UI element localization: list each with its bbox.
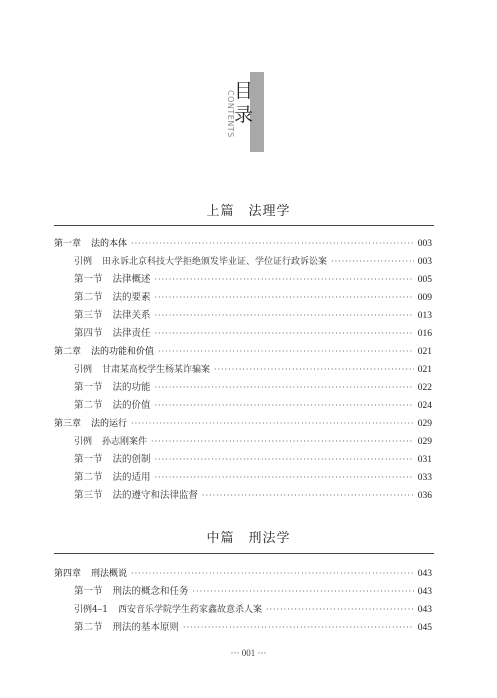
toc-entry-case[interactable] (54, 433, 432, 451)
toc-entry-chapter[interactable] (54, 415, 432, 433)
dot-leader (131, 565, 414, 583)
toc-entry-title: 法的功能 (112, 382, 151, 393)
toc-entry-page: 043 (417, 605, 432, 615)
dot-leader (214, 361, 414, 379)
dot-leader (155, 325, 414, 343)
toc-entry-page: 029 (417, 437, 432, 447)
toc-entry-sub[interactable] (54, 289, 432, 307)
toc-entry-number: 第四章 (54, 569, 82, 579)
toc-entry-sub[interactable] (54, 325, 432, 343)
toc-entry-title: 西安音乐学院学生药家鑫故意杀人案 (117, 605, 262, 615)
toc-entry-number: 第一节 (74, 586, 103, 597)
dot-leader (131, 415, 414, 433)
toc-entry-title: 法律关系 (112, 310, 151, 321)
toc-entry-chapter[interactable] (54, 343, 432, 361)
toc-entry-title: 法的运行 (91, 419, 128, 429)
toc-entry-number: 第一章 (54, 239, 82, 249)
dot-leader (155, 451, 414, 469)
toc-entry-title: 刑法的概念和任务 (112, 586, 189, 597)
toc-entry-page: 024 (417, 401, 432, 411)
part2-rule (54, 553, 434, 554)
part2-name: 刑法学 (248, 531, 291, 546)
toc-entry-number: 第二节 (74, 472, 103, 483)
dot-leader (155, 289, 414, 307)
toc-entry-number: 第二节 (74, 400, 103, 411)
dot-leader (155, 379, 414, 397)
toc-entry-number: 引例 (74, 365, 93, 375)
part2-title (0, 527, 497, 546)
toc-entry-number: 第一节 (74, 274, 103, 285)
dot-leader (155, 271, 414, 289)
toc-entry-title: 法律责任 (112, 328, 151, 339)
toc-entry-title: 甘肃某高校学生杨某诈骗案 (102, 365, 211, 375)
toc-entry-case[interactable] (54, 253, 432, 271)
dot-leader (183, 619, 414, 637)
dot-leader (151, 433, 414, 451)
toc-entry-page: 003 (417, 239, 432, 249)
toc-entry-title: 法律概述 (112, 274, 151, 285)
dot-leader (155, 397, 414, 415)
toc-entry-number: 第二节 (74, 622, 103, 633)
toc-entry-number: 第三章 (54, 419, 82, 429)
toc-entry-title: 刑法概说 (91, 569, 128, 579)
toc-entry-chapter[interactable] (54, 565, 432, 583)
toc-entry-sub[interactable] (54, 487, 432, 505)
toc-entry-page: 021 (417, 365, 432, 375)
toc-entry-number: 第三节 (74, 490, 103, 501)
toc-entry-page: 045 (417, 623, 432, 633)
toc-entry-sub[interactable] (54, 271, 432, 289)
part1-toc (54, 235, 432, 505)
toc-entry-sub[interactable] (54, 307, 432, 325)
dot-leader (193, 583, 414, 601)
toc-entry-sub[interactable] (54, 397, 432, 415)
part1-label: 上篇 (206, 204, 235, 219)
toc-entry-page: 043 (417, 569, 432, 579)
dot-leader (331, 253, 414, 271)
toc-entry-number: 第二节 (74, 292, 103, 303)
toc-entry-title: 法的要素 (112, 292, 151, 303)
toc-entry-number: 第一节 (74, 382, 103, 393)
toc-entry-sub[interactable] (54, 469, 432, 487)
toc-entry-chapter[interactable] (54, 235, 432, 253)
dot-leader (266, 601, 414, 619)
toc-entry-title: 法的遵守和法律监督 (112, 490, 199, 501)
toc-entry-title: 法的本体 (91, 239, 128, 249)
part2-label: 中篇 (206, 531, 235, 546)
contents-english-label: CONTENTS (226, 90, 235, 138)
toc-entry-page: 031 (417, 455, 432, 465)
part1-name: 法理学 (248, 204, 291, 219)
toc-entry-page: 022 (417, 383, 432, 393)
toc-entry-sub[interactable] (54, 451, 432, 469)
toc-entry-page: 029 (417, 419, 432, 429)
toc-entry-page: 003 (417, 257, 432, 267)
toc-entry-number: 引例 (74, 257, 93, 267)
toc-entry-sub[interactable] (54, 379, 432, 397)
toc-entry-case[interactable] (54, 601, 432, 619)
toc-entry-page: 013 (417, 311, 432, 321)
part1-title (0, 200, 497, 219)
dot-leader (158, 343, 414, 361)
toc-entry-number: 第二章 (54, 347, 82, 357)
toc-entry-page: 005 (417, 275, 432, 285)
toc-entry-case[interactable] (54, 361, 432, 379)
toc-entry-title: 孙志刚案件 (102, 437, 148, 447)
dot-leader (155, 307, 414, 325)
part2-toc (54, 565, 432, 637)
toc-entry-number: 第一节 (74, 454, 103, 465)
toc-entry-title: 法的价值 (112, 400, 151, 411)
title-char-lu: 录 (234, 104, 254, 126)
toc-entry-page: 043 (417, 587, 432, 597)
toc-entry-number: 引例 (74, 437, 93, 447)
toc-entry-title: 刑法的基本原则 (112, 622, 180, 633)
toc-entry-page: 021 (417, 347, 432, 357)
toc-entry-sub[interactable] (54, 619, 432, 637)
toc-entry-title: 法的创制 (112, 454, 151, 465)
toc-entry-title: 田永诉北京科技大学拒绝颁发毕业证、学位证行政诉讼案 (102, 257, 328, 267)
dot-leader (155, 469, 414, 487)
toc-entry-page: 033 (417, 473, 432, 483)
dot-leader (202, 487, 414, 505)
toc-entry-number: 第三节 (74, 310, 103, 321)
dot-leader (131, 235, 414, 253)
toc-entry-page: 036 (417, 491, 432, 501)
toc-entry-page: 016 (417, 329, 432, 339)
title-char-mu: 目 (234, 80, 254, 102)
toc-entry-number: 引例4–1 (74, 605, 108, 615)
toc-entry-sub[interactable] (54, 583, 432, 601)
toc-entry-page: 009 (417, 293, 432, 303)
part1-rule (54, 225, 434, 226)
toc-entry-title: 法的功能和价值 (91, 347, 155, 357)
toc-entry-number: 第四节 (74, 328, 103, 339)
toc-entry-title: 法的适用 (112, 472, 151, 483)
page-number: ··· 001 ··· (230, 648, 267, 658)
